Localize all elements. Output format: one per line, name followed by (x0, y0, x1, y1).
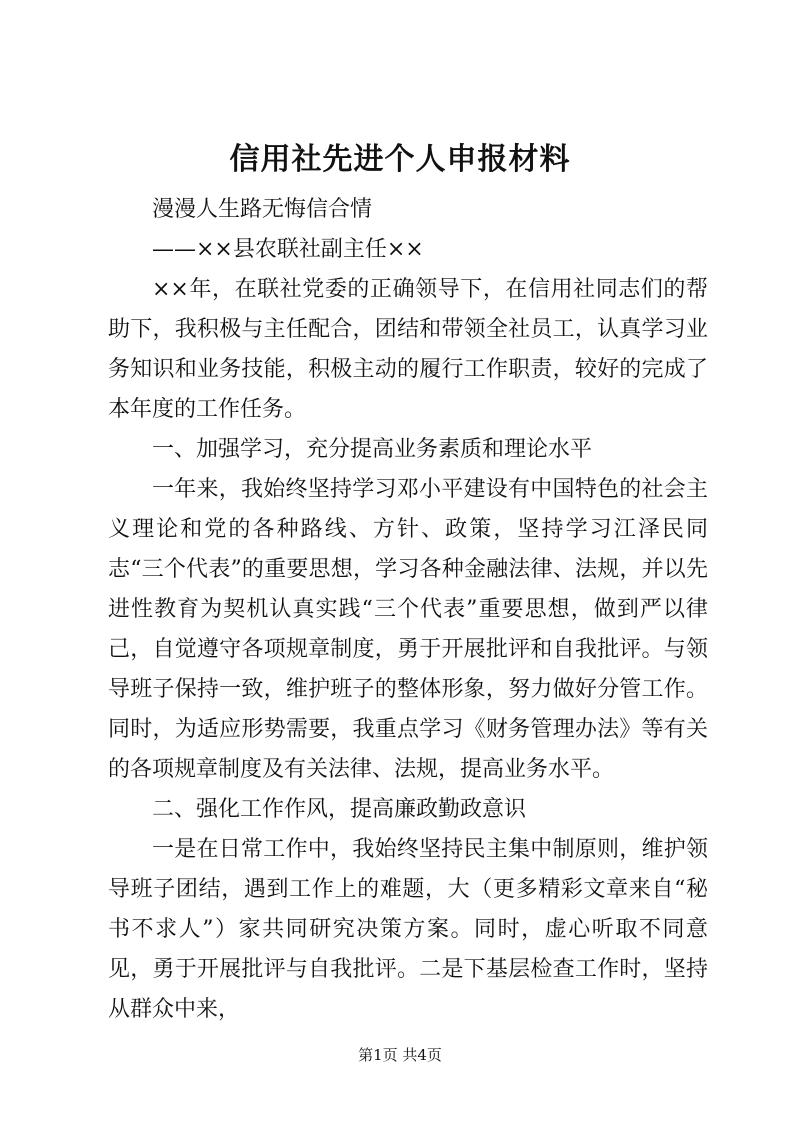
document-title: 信用社先进个人申报材料 (229, 142, 571, 177)
section-heading-2: 二、强化工作作风，提高廉政勤政意识 (152, 797, 527, 822)
section-1-paragraph: 一年来，我始终坚持学习邓小平建设有中国特色的社会主义理论和党的各种路线、方针、政策，坚持学习江泽民同志“三个代表”的重要思想，学习各种金融法律、法规，并以先进性教育为契机认真实践“三个代表”重要思想，做到严以律己，自觉遵守各项规章制度，勇于开展批评和自我批评。与领导班子保持一致，维护班子的整体形象，努力做好分管工作。同时，为适应形势需要，我重点学习《财务管理办法》等有关的各项规章制度及有关法律、法规，提高业务水平。 (108, 477, 708, 782)
page-footer: 第1页 共4页 (358, 1046, 442, 1064)
section-2-paragraph: 一是在日常工作中，我始终坚持民主集中制原则，维护领导班子团结，遇到工作上的难题，大（更多精彩文章来自“秘书不求人”）家共同研究决策方案。同时，虚心听取不同意见，勇于开展批评与自我批评。二是下基层检查工作时，坚持从群众中来， (108, 837, 708, 1022)
author-line: ——××县农联社副主任×× (152, 237, 424, 262)
section-heading-1: 一、加强学习，充分提高业务素质和理论水平 (152, 437, 593, 462)
document-body (108, 190, 708, 1030)
intro-paragraph: ××年，在联社党委的正确领导下，在信用社同志们的帮助下，我积极与主任配合，团结和带领全社员工，认真学习业务知识和业务技能，积极主动的履行工作职责，较好的完成了本年度的工作任务。 (108, 277, 708, 422)
subtitle: 漫漫人生路无悔信合情 (152, 197, 373, 222)
